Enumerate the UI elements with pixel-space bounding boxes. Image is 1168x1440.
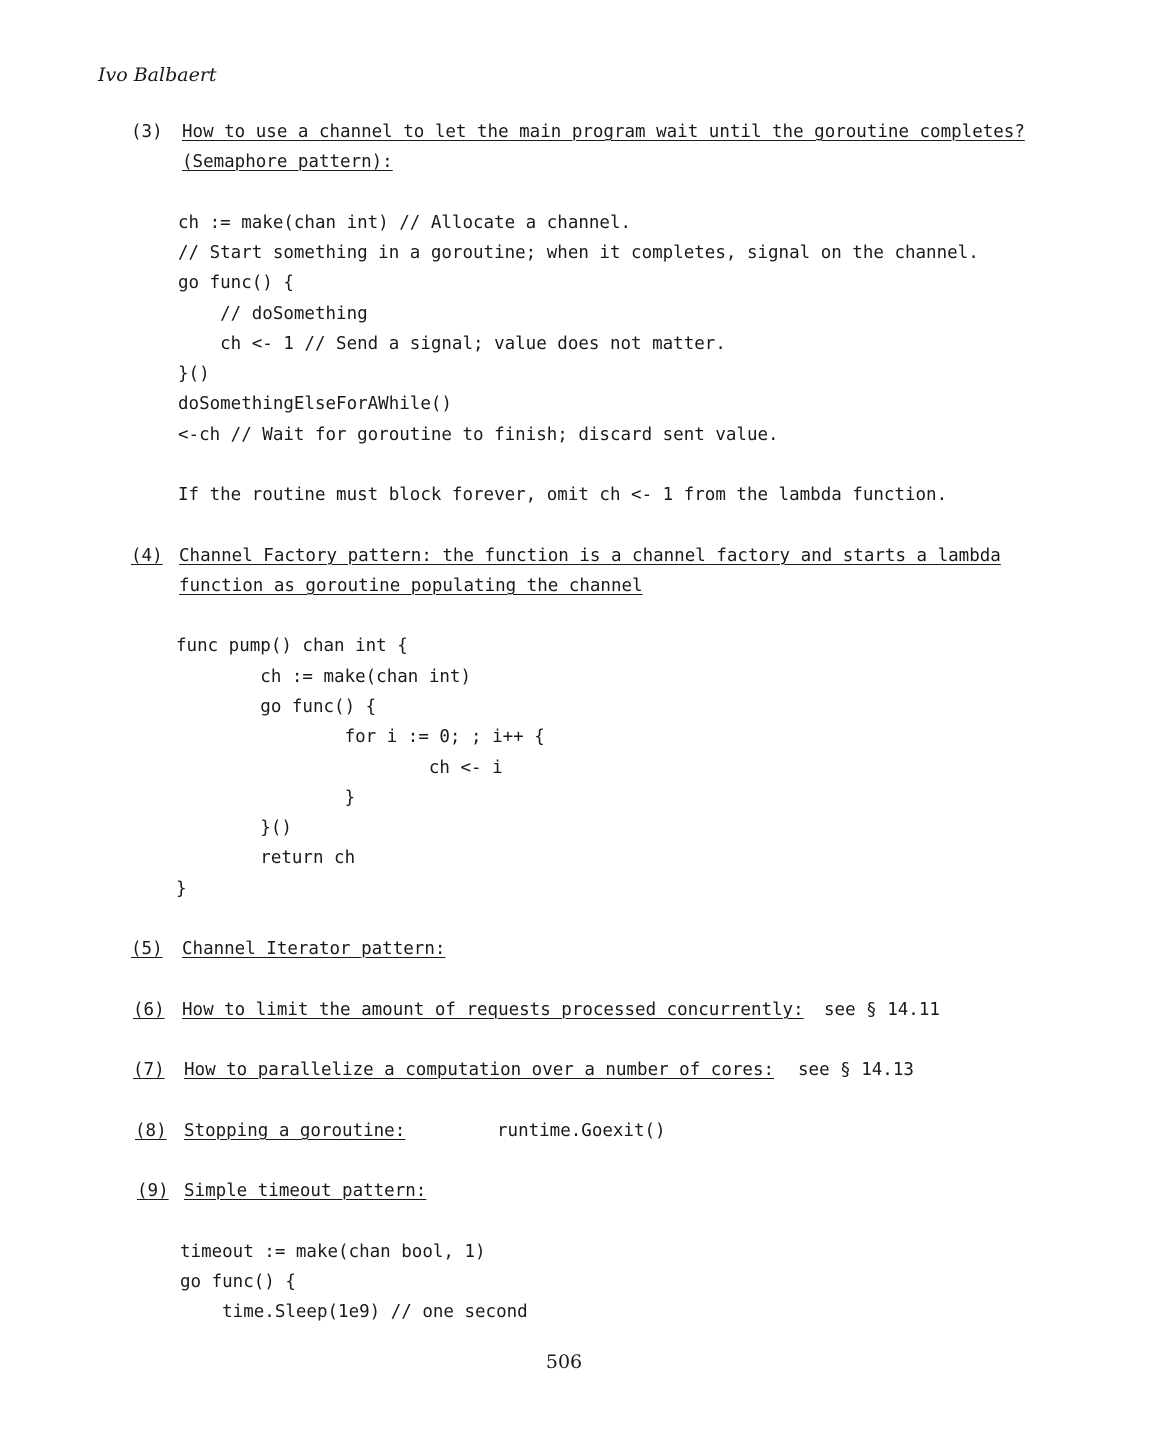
item-3-code-line: // doSomething bbox=[178, 304, 368, 324]
item-4-code-line: }() bbox=[176, 818, 292, 838]
item-7-section-ref: see § 14.13 bbox=[798, 1060, 914, 1080]
page-number: 506 bbox=[545, 1351, 583, 1373]
item-9-number: (9) bbox=[137, 1181, 169, 1201]
item-6-number: (6) bbox=[133, 1000, 165, 1020]
item-4-code-line: func pump() chan int { bbox=[176, 636, 408, 656]
item-3-number: (3) bbox=[131, 122, 163, 142]
item-4-code-line: return ch bbox=[176, 848, 356, 868]
item-4-code-line: go func() { bbox=[176, 697, 377, 717]
item-3-heading-line-2: (Semaphore pattern): bbox=[182, 152, 393, 172]
item-9-code-line: go func() { bbox=[180, 1272, 296, 1292]
item-4-heading-line-1: Channel Factory pattern: the function is a channel factory and starts a lambda bbox=[179, 546, 1001, 566]
item-3-code-line: go func() { bbox=[178, 273, 294, 293]
item-6-section-ref: see § 14.11 bbox=[824, 1000, 940, 1020]
item-4-code-line: for i := 0; ; i++ { bbox=[176, 727, 545, 747]
item-9-code-line: time.Sleep(1e9) // one second bbox=[180, 1302, 528, 1322]
running-header-author: Ivo Balbaert bbox=[98, 64, 217, 86]
item-5-number: (5) bbox=[131, 939, 163, 959]
item-3-code-line: ch <- 1 // Send a signal; value does not matter. bbox=[178, 334, 726, 354]
item-6-heading: How to limit the amount of requests processed concurrently: bbox=[182, 1000, 804, 1020]
item-8-code: runtime.Goexit() bbox=[497, 1121, 666, 1141]
item-3-code-line: <-ch // Wait for goroutine to finish; discard sent value. bbox=[178, 425, 779, 445]
item-3-heading-line-1: How to use a channel to let the main program wait until the goroutine completes? bbox=[182, 122, 1025, 142]
item-4-code-line: ch <- i bbox=[176, 758, 503, 778]
item-3-code-line: // Start something in a goroutine; when it completes, signal on the channel. bbox=[178, 243, 979, 263]
item-9-heading: Simple timeout pattern: bbox=[184, 1181, 427, 1201]
item-8-number: (8) bbox=[135, 1121, 167, 1141]
item-3-code-line: doSomethingElseForAWhile() bbox=[178, 394, 452, 414]
item-8-heading: Stopping a goroutine: bbox=[184, 1121, 406, 1141]
item-4-heading-line-2: function as goroutine populating the channel bbox=[179, 576, 643, 596]
item-7-number: (7) bbox=[133, 1060, 165, 1080]
item-7-heading: How to parallelize a computation over a number of cores: bbox=[184, 1060, 775, 1080]
item-4-number: (4) bbox=[131, 546, 163, 566]
item-3-code-line: ch := make(chan int) // Allocate a channel. bbox=[178, 213, 632, 233]
item-4-code-line: ch := make(chan int) bbox=[176, 667, 472, 687]
item-3-code-line: }() bbox=[178, 364, 210, 384]
item-3-note: If the routine must block forever, omit ch <- 1 from the lambda function. bbox=[178, 485, 948, 505]
item-9-code-line: timeout := make(chan bool, 1) bbox=[180, 1242, 486, 1262]
item-5-heading: Channel Iterator pattern: bbox=[182, 939, 446, 959]
item-4-code-line: } bbox=[176, 879, 187, 899]
item-4-code-line: } bbox=[176, 788, 356, 808]
